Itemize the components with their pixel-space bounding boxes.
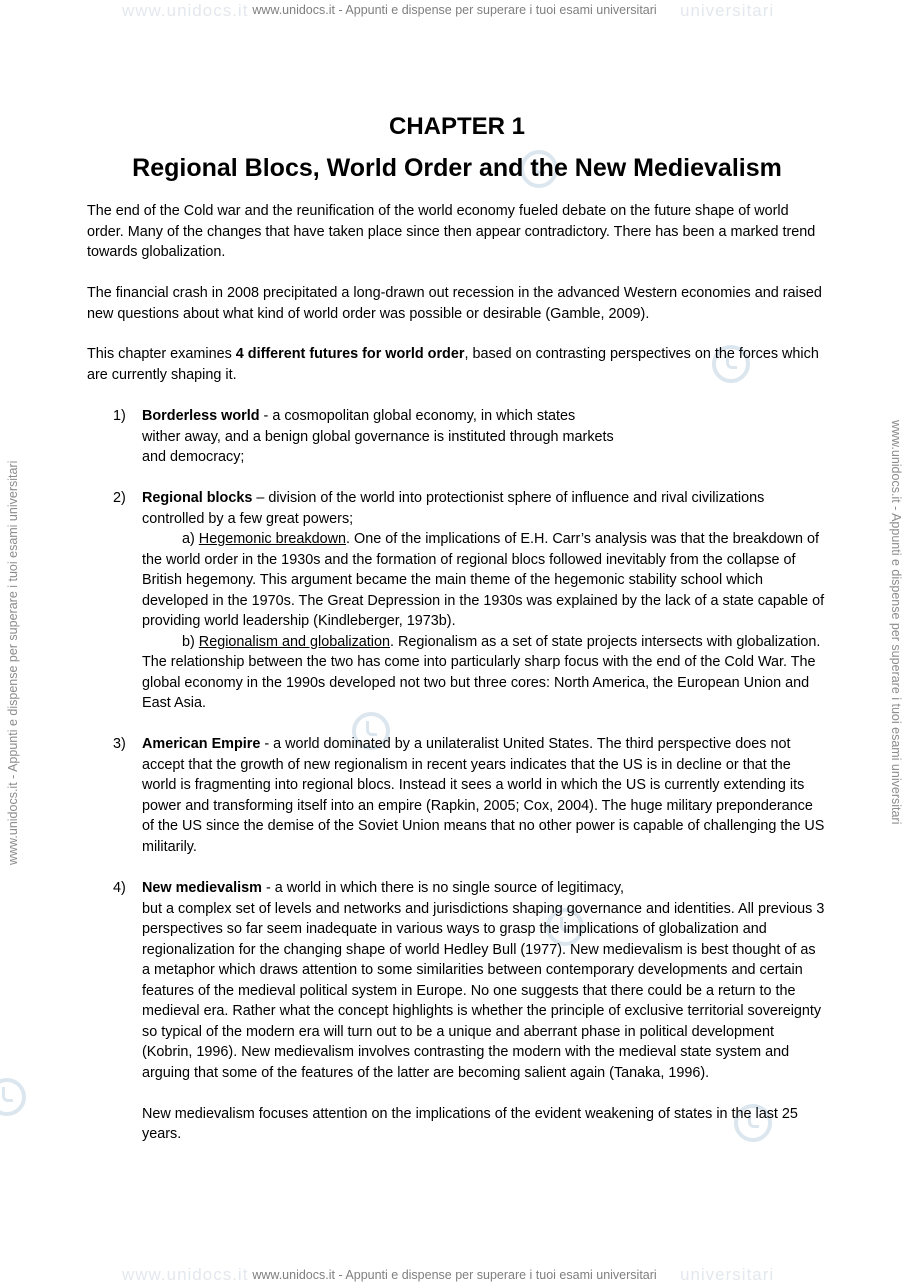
sub-item-heading: Hegemonic breakdown — [198, 531, 346, 547]
watermark-ghost-top-right: universitari — [680, 1, 775, 20]
chapter-overview-paragraph — [87, 344, 827, 385]
sub-item-text: . Regionalism as a set of state projects intersects with globalization. The relationship between the two has come into particularly sharp focus with the end of the Cold War. The global economy in the 1990s developed not two but three cores: North America, the European Union and East Asia. — [142, 633, 821, 711]
intro-paragraph: The end of the Cold war and the reunification of the world economy fueled debate on the future shape of world order. Many of the changes that have taken place since then appear contradictory. There has been a marked trend towards globalization. — [87, 203, 816, 260]
list-item-text: - a world dominated by a unilateralist United States. The third perspective does not accept that the growth of new regionalism in recent years indicates that the US is in decline or that the world is fragmenting into regional blocs. Instead it sees a world in which the US is currently extending its power and transforming itself into an empire (Rapkin, 2005; Cox, 2004). The huge military preponderance of the US since the demise of the Soviet Union means that no other power is capable of challenging the US militarily. — [142, 736, 825, 855]
list-item-title: New medievalism — [142, 880, 262, 896]
list-item-text: - a world in which there is no single source of legitimacy, — [261, 880, 625, 896]
watermark-ghost-bottom-right: universitari — [680, 1265, 775, 1284]
watermark-logo-icon — [0, 1078, 26, 1116]
list-item-title: American Empire — [142, 736, 261, 752]
list-item-text: – division of the world into protectionist sphere of influence and rival civilizations controlled by a few great powers; — [142, 490, 765, 527]
list-item-number: 2) — [113, 490, 126, 506]
watermark-left-vertical: www.unidocs.it - Appunti e dispense per superare i tuoi esami universitari — [6, 460, 20, 865]
intro-paragraph: The financial crash in 2008 precipitated a long-drawn out recession in the advanced Western economies and raised new questions about what kind of world order was possible or desirable (Gamble, 2009). — [87, 285, 822, 322]
sub-item-heading: Regionalism and globalization — [198, 633, 390, 650]
list-item-title: Borderless world — [142, 408, 260, 424]
list-item-text: but a complex set of levels and networks and jurisdictions shaping governance and identities. All previous 3 perspectives so far seem inadequate in various ways to grasp the implications of globalization and regionalization for the changing shape of world Hedley Bull (1977). New medievalism is best thought of as a metaphor which draws attention to some similarities between contemporary developments and certain features of the medieval political system in Europe. No one suggests that there could be a return to the medieval era. Rather what the concept highlights is whether the principle of exclusive territorial sovereignty so typical of the modern era will turn out to be a unique and aberrant phase in political development (Kobrin, 1996). New medievalism involves contrasting the modern with the medieval state system and arguing that some of the features of the latter are becoming salient again (Tanaka, 1996). — [142, 900, 825, 1081]
list-item — [87, 488, 827, 714]
list-item — [87, 734, 827, 857]
list-item-text: wither away, and a benign global governance is instituted through markets — [142, 428, 614, 445]
list-item — [87, 406, 827, 468]
list-item-number: 1) — [113, 408, 126, 424]
watermark-top: www.unidocs.it - Appunti e dispense per superare i tuoi esami universitari — [252, 3, 657, 17]
watermark-bottom: www.unidocs.it - Appunti e dispense per superare i tuoi esami universitari — [252, 1268, 657, 1282]
chapter-title: Regional Blocs, World Order and the New Medievalism — [132, 154, 782, 182]
overview-emphasis: 4 different futures for world order — [235, 346, 465, 362]
watermark-ghost-bottom-left: www.unidocs.it — [122, 1265, 249, 1284]
list-item-text: and democracy; — [142, 449, 245, 465]
list-item-number: 3) — [113, 736, 126, 752]
overview-text: This chapter examines — [87, 346, 236, 362]
sub-item-label: a) — [182, 531, 199, 547]
sub-item-label: b) — [182, 633, 199, 650]
list-item-number: 4) — [113, 880, 126, 896]
watermark-ghost-top-left: www.unidocs.it — [122, 1, 249, 20]
watermark-right-vertical: www.unidocs.it - Appunti e dispense per superare i tuoi esami universitari — [889, 420, 903, 825]
chapter-number: CHAPTER 1 — [388, 113, 526, 140]
list-item-title: Regional blocks — [142, 490, 253, 506]
overview-text: , based on contrasting perspectives on the forces which are currently shaping it. — [87, 346, 819, 383]
sub-item-text: . One of the implications of E.H. Carr’s analysis was that the breakdown of the world order in the 1930s and the formation of regional blocs followed inevitably from the collapse of British hegemony. This argument became the main theme of the hegemonic stability school which developed in the 1970s. The Great Depression in the 1930s was explained by the lack of a state capable of providing world leadership (Kindleberger, 1973b). — [142, 531, 825, 629]
list-item-closing-text: New medievalism focuses attention on the implications of the evident weakening of states in the last 25 years. — [142, 1105, 798, 1142]
list-item — [87, 878, 827, 1145]
list-item-text: - a cosmopolitan global economy, in which states — [259, 408, 576, 424]
